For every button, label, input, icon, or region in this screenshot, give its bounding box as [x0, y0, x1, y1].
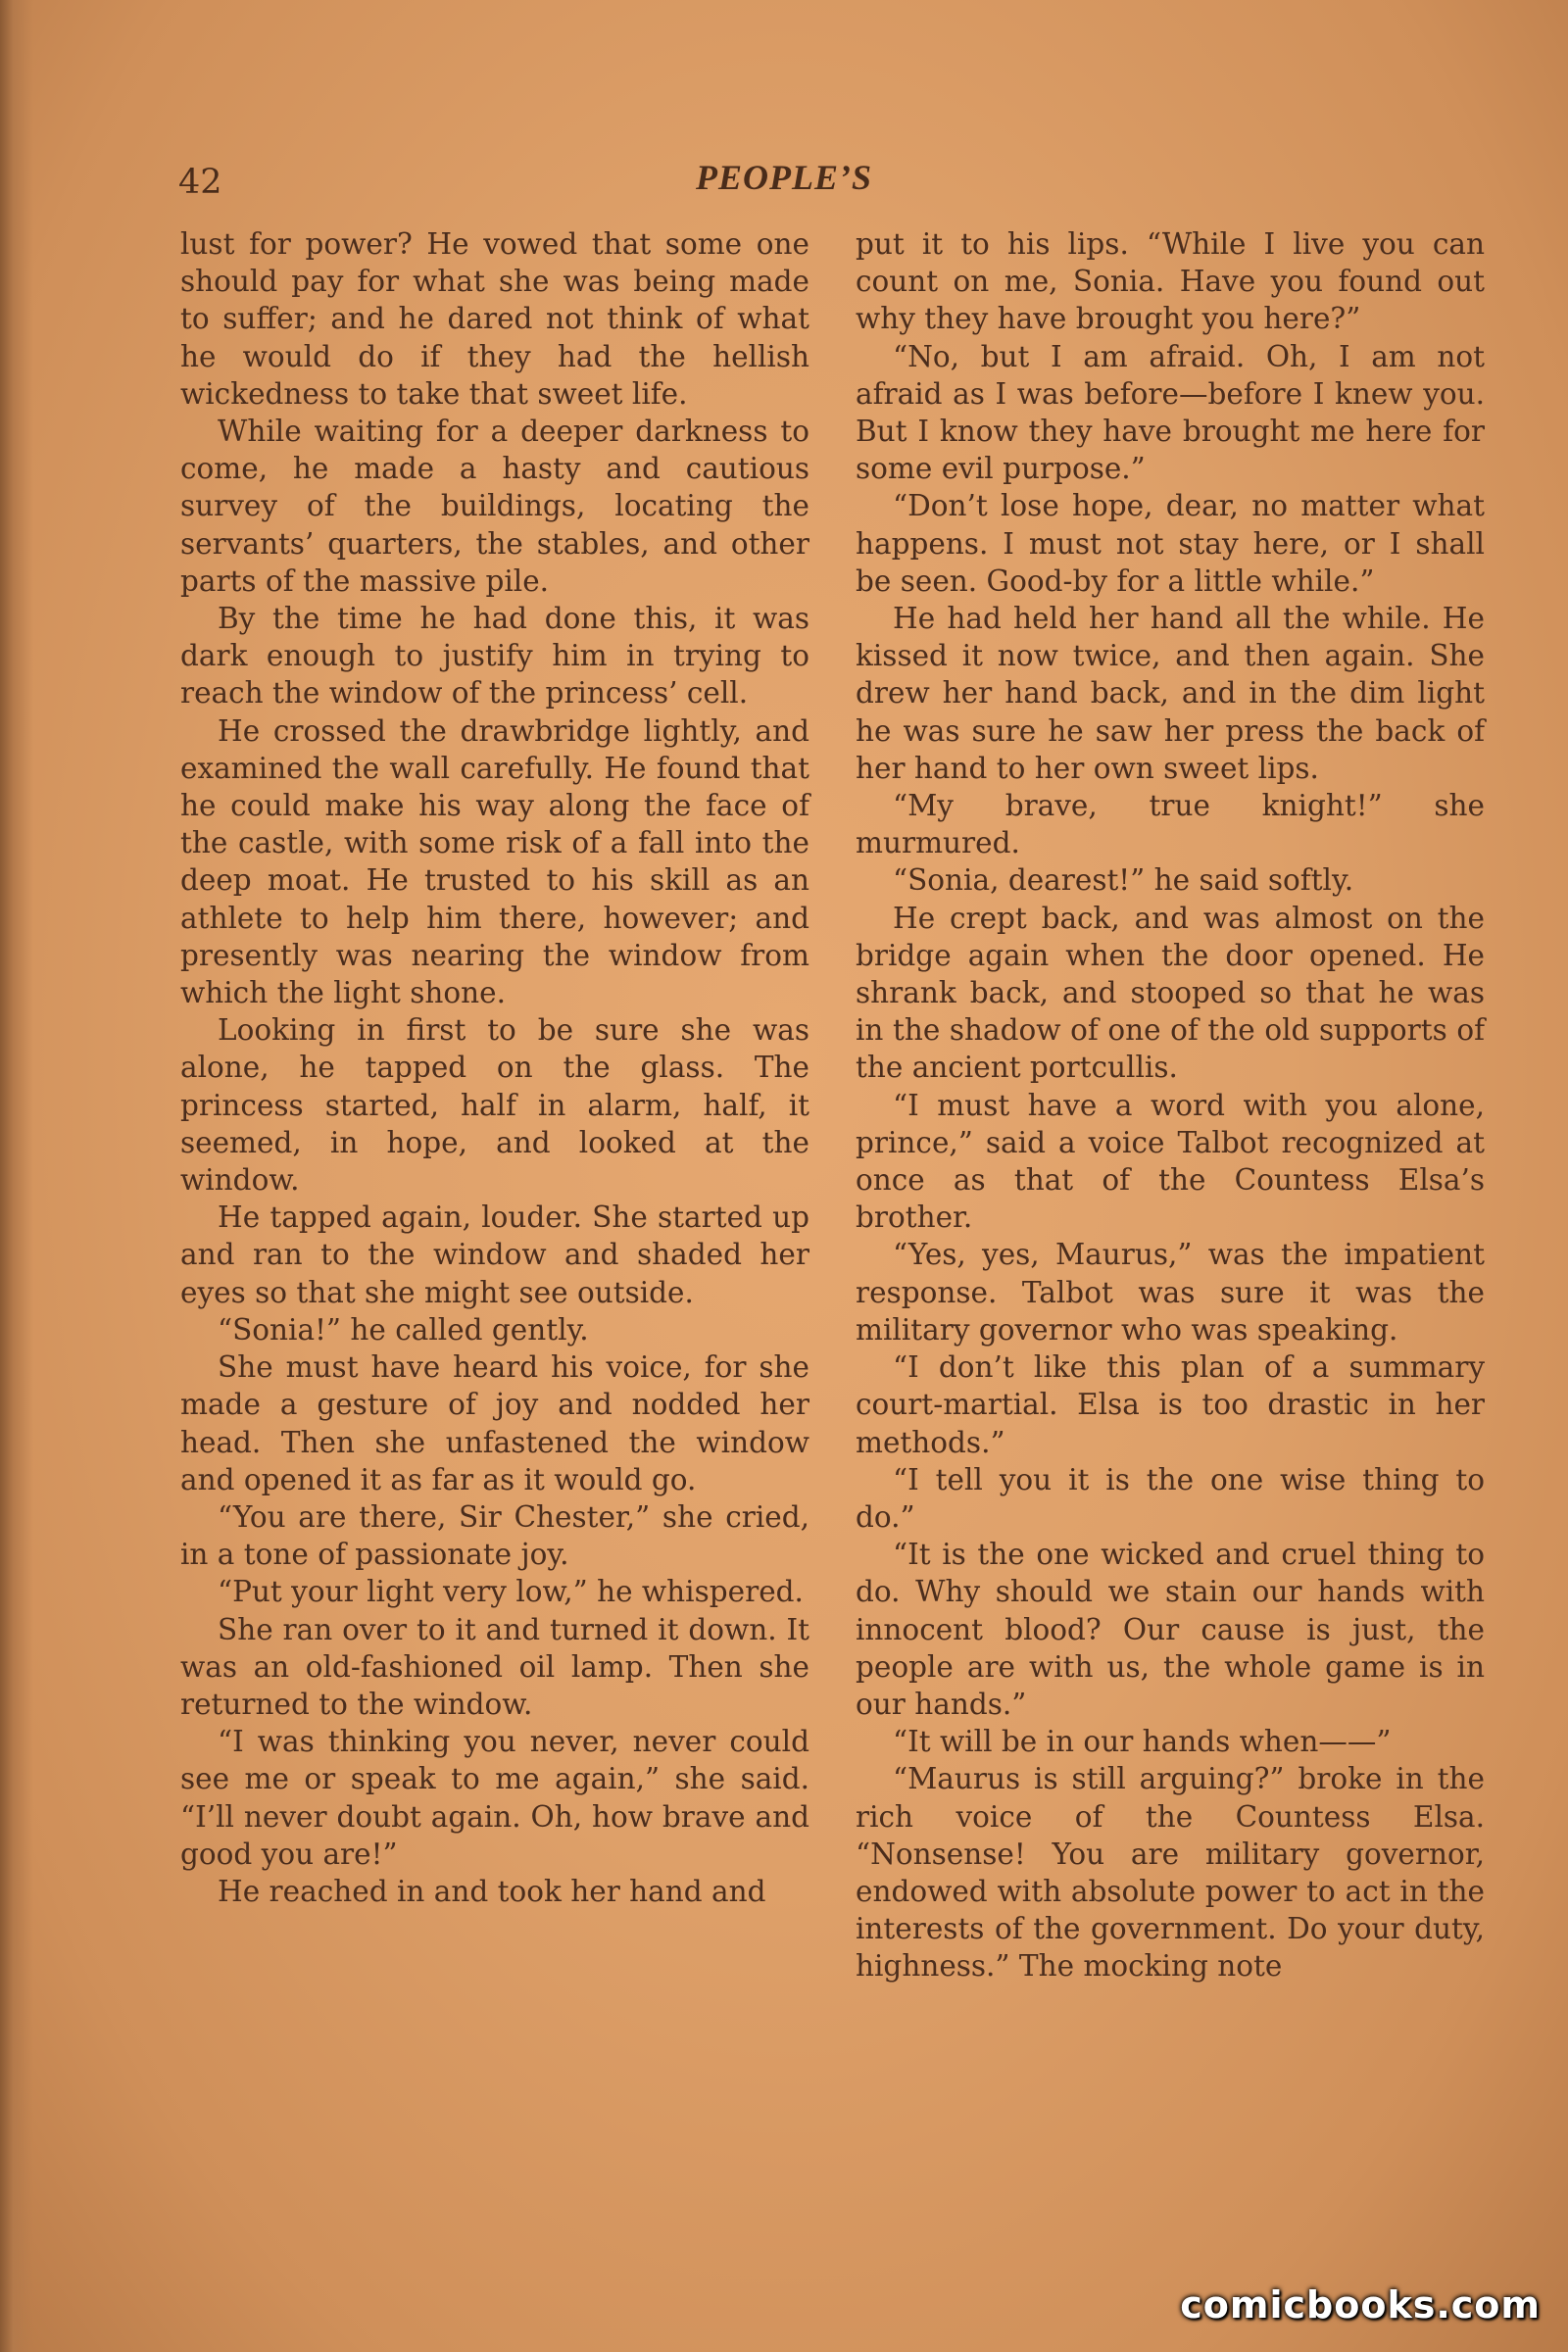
paragraph: “I was thinking you never, never could see me or speak to me again,” she said. “I’ll never doubt again. Oh, how brave and good you are!” — [180, 1725, 809, 1871]
paragraph: “Sonia, dearest!” he said softly. — [893, 863, 1354, 898]
page-number: 42 — [178, 163, 222, 202]
paragraph: “It is the one wicked and cruel thing to do. Why should we stain our hands with innocent blood? Our cause is just, the people are with us, the whole game is in our hands.” — [856, 1538, 1485, 1721]
paragraph: Looking in first to be sure she was alone, he tapped on the glass. The princess started, half in alarm, half, it seemed, in hope, and looked at the window. — [180, 1013, 809, 1198]
paragraph: He had held her hand all the while. He kissed it now twice, and then again. She drew her hand back, and in the dim light he was sure he saw her press the back of her hand to her own sweet lips. — [856, 602, 1485, 785]
paragraph: “Don’t lose hope, dear, no matter what happens. I must not stay here, or I shall be seen. Good-by for a little while.” — [856, 489, 1485, 598]
page-edge-shadow — [0, 0, 33, 2352]
paragraph: put it to his lips. “While I live you can count on me, Sonia. Have you found out why they have brought you here?” — [856, 227, 1485, 336]
paragraph: He tapped again, louder. She started up and ran to the window and shaded her eyes so that she might see outside. — [180, 1200, 809, 1309]
paragraph: “I don’t like this plan of a summary court-martial. Elsa is too drastic in her methods.” — [856, 1350, 1485, 1459]
paragraph: “Sonia!” he called gently. — [218, 1312, 589, 1347]
paragraph: lust for power? He vowed that some one should pay for what she was being made to suffer; and he dared not think of what he would do if they had the hellish wickedness to take that sweet life. — [180, 227, 809, 411]
running-title: PEOPLE’S — [695, 158, 872, 197]
paragraph: “My brave, true knight!” she murmured. — [856, 789, 1485, 860]
paragraph: “Maurus is still arguing?” broke in the rich voice of the Countess Elsa. “Nonsense! You are military governor, endowed with absolute power to act in the interests of the government. Do your duty, highness.” The mocking note — [856, 1762, 1485, 1984]
paragraph: She ran over to it and turned it down. It was an old-fashioned oil lamp. Then she returned to the window. — [180, 1612, 809, 1721]
paragraph: “Yes, yes, Maurus,” was the impatient response. Talbot was sure it was the military governor who was speaking. — [856, 1238, 1485, 1347]
paragraph: While waiting for a deeper darkness to come, he made a hasty and cautious survey of the buildings, locating the servants’ quarters, the stables, and other parts of the massive pile. — [180, 415, 809, 598]
right-text-column — [856, 225, 1485, 1985]
paragraph: By the time he had done this, it was dark enough to justify him in trying to reach the window of the princess’ cell. — [180, 602, 809, 710]
paragraph: She must have heard his voice, for she made a gesture of joy and nodded her head. Then she unfastened the window and opened it as far as it would go. — [180, 1350, 809, 1496]
paragraph: “No, but I am afraid. Oh, I am not afraid as I was before—before I knew you. But I know they have brought me here for some evil purpose.” — [856, 339, 1485, 486]
paragraph: “It will be in our hands when——” — [893, 1725, 1392, 1759]
paragraph: He crept back, and was almost on the bridge again when the door opened. He shrank back, and stooped so that he was in the shadow of one of the old supports of the ancient portcullis. — [856, 901, 1485, 1085]
left-text-column — [180, 225, 809, 1910]
paragraph: “I tell you it is the one wise thing to do.” — [856, 1462, 1485, 1534]
paragraph: He reached in and took her hand and — [218, 1874, 766, 1908]
paragraph: “Put your light very low,” he whispered. — [218, 1575, 804, 1609]
paragraph: He crossed the drawbridge lightly, and examined the wall carefully. He found that he could make his way along the face of the castle, with some risk of a fall into the deep moat. He trusted to his skill as an athlete to help him there, however; and presently was nearing the window from which the light shone. — [180, 713, 809, 1010]
paragraph: “I must have a word with you alone, prince,” said a voice Talbot recognized at once as that of the Countess Elsa’s brother. — [856, 1088, 1485, 1235]
paragraph: “You are there, Sir Chester,” she cried, in a tone of passionate joy. — [180, 1499, 809, 1572]
watermark: comicbooks.com — [1180, 2283, 1541, 2327]
page-header — [0, 157, 1568, 206]
